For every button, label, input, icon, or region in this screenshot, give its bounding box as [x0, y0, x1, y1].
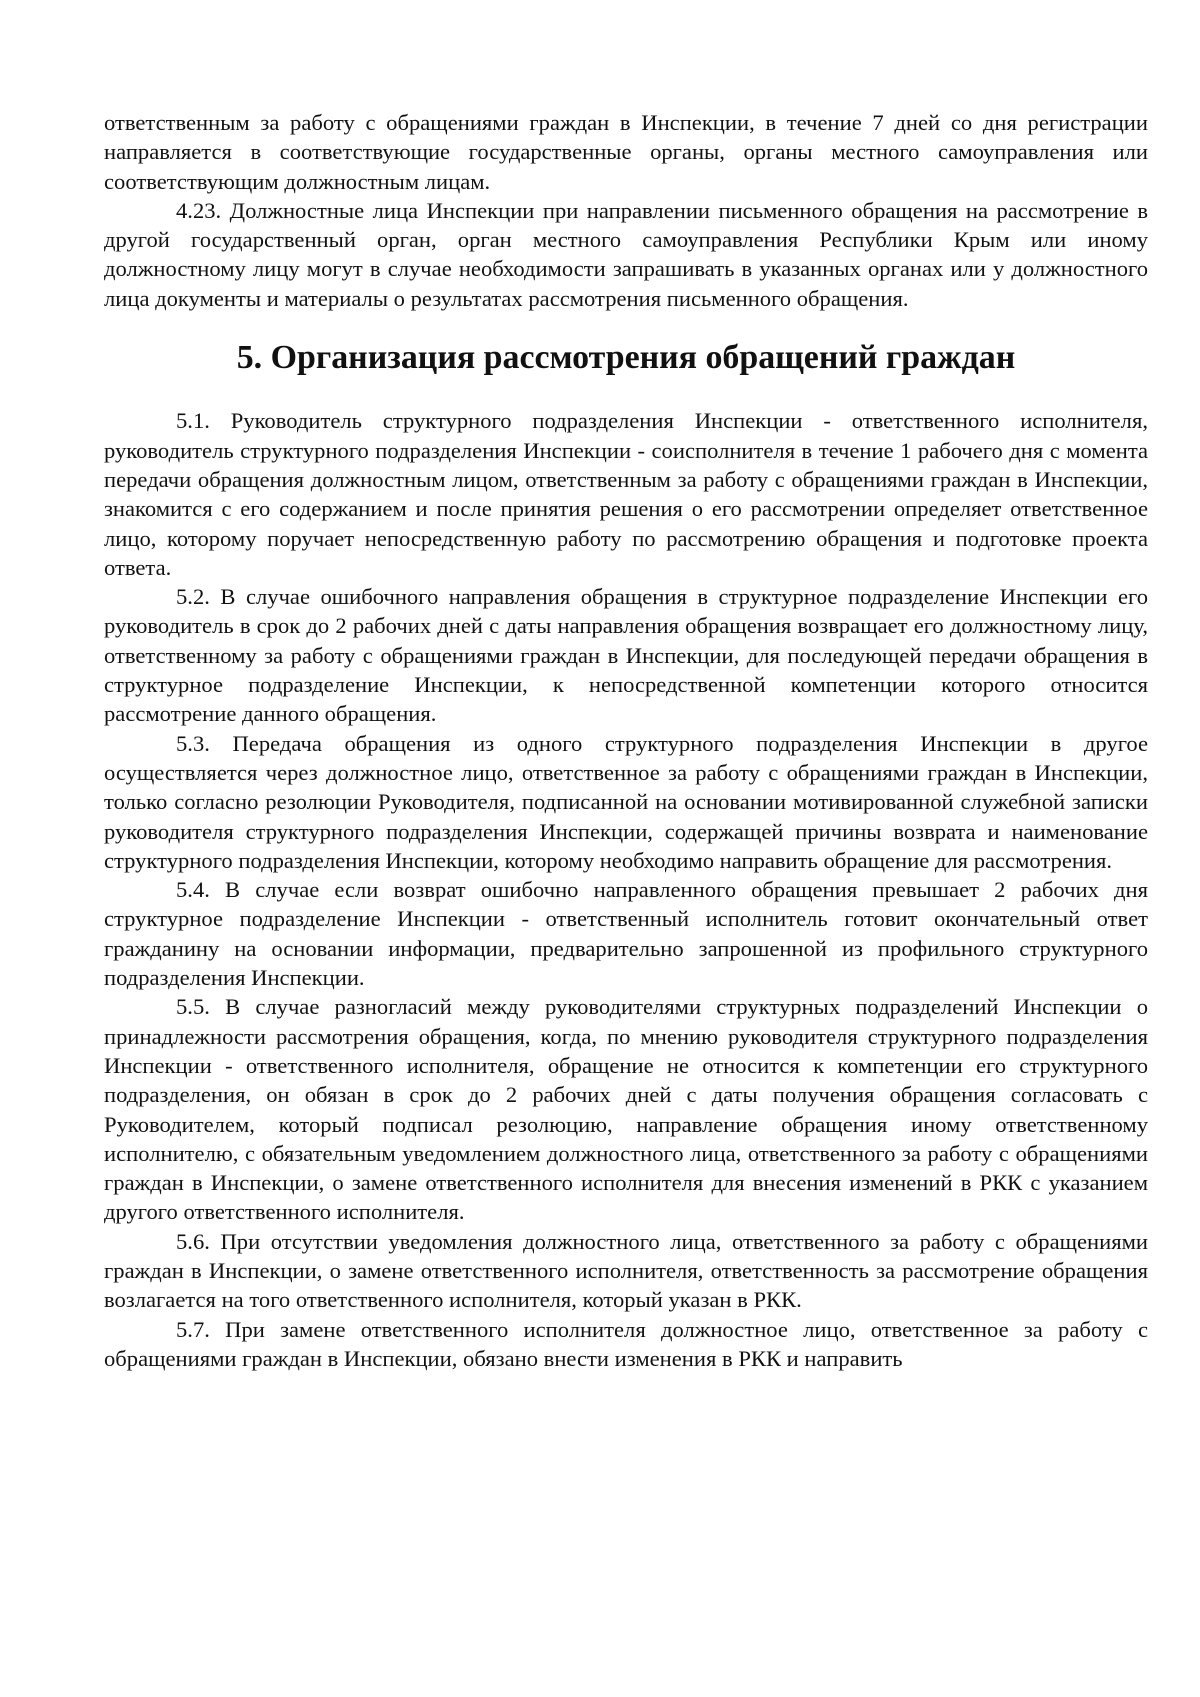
paragraph-5-5: 5.5. В случае разногласий между руководителями структурных подразделений Инспекции о принадлежности рассмотрения обращения, когда, по мнению руководителя структурного подразделения Инспекции - ответственного исполнителя, обращение не относится к компетенции его структурного подразделения, он обязан в срок до 2 рабочих дней с даты получения обращения согласовать с Руководителем, который подписал резолюцию, направление обращения иному ответственному исполнителю, с обязательным уведомлением должностного лица, ответственного за работу с обращениями граждан в Инспекции, о замене ответственного исполнителя для внесения изменений в РКК с указанием другого ответственного исполнителя.: [104, 994, 1148, 1225]
paragraph-5-6: 5.6. При отсутствии уведомления должностного лица, ответственного за работу с обращениями граждан в Инспекции, о замене ответственного исполнителя, ответственность за рассмотрение обращения возлагается на того ответственного исполнителя, который указан в РКК.: [104, 1228, 1148, 1313]
document-body: [104, 108, 1148, 1373]
paragraph-5-4: 5.4. В случае если возврат ошибочно направленного обращения превышает 2 рабочих дня структурное подразделение Инспекции - ответственный исполнитель готовит окончательный ответ гражданину на основании информации, предварительно запрошенной из профильного структурного подразделения Инспекции.: [104, 877, 1148, 991]
paragraph-4-23: 4.23. Должностные лица Инспекции при направлении письменного обращения на рассмотрение в другой государственный орган, орган местного самоуправления Республики Крым или иному должностному лицу могут в случае необходимости запрашивать в указанных органах или у должностного лица документы и материалы о результатах рассмотрения письменного обращения.: [104, 197, 1148, 311]
section-heading: 5. Организация рассмотрения обращений граждан: [236, 339, 1016, 377]
paragraph-5-2: 5.2. В случае ошибочного направления обращения в структурное подразделение Инспекции его руководитель в срок до 2 рабочих дней с даты направления обращения возвращает его должностному лицу, ответственному за работу с обращениями граждан в Инспекции, для последующей передачи обращения в структурное подразделение Инспекции, к непосредственной компетенции которого относится рассмотрение данного обращения.: [104, 584, 1148, 727]
paragraph-5-1: 5.1. Руководитель структурного подразделения Инспекции - ответственного исполнителя, руководитель структурного подразделения Инспекции - соисполнителя в течение 1 рабочего дня с момента передачи обращения должностным лицом, ответственным за работу с обращениями граждан в Инспекции, знакомится с его содержанием и после принятия решения о его рассмотрении определяет ответственное лицо, которому поручает непосредственную работу по рассмотрению обращения и подготовке проекта ответа.: [104, 408, 1148, 580]
paragraph-continuation: ответственным за работу с обращениями граждан в Инспекции, в течение 7 дней со дня регистрации направляется в соответствующие государственные органы, органы местного самоуправления или соответствующим должностным лицам.: [104, 110, 1148, 194]
paragraph-5-3: 5.3. Передача обращения из одного структурного подразделения Инспекции в другое осуществляется через должностное лицо, ответственное за работу с обращениями граждан в Инспекции, только согласно резолюции Руководителя, подписанной на основании мотивированной служебной записки руководителя структурного подразделения Инспекции, содержащей причины возврата и наименование структурного подразделения Инспекции, которому необходимо направить обращение для рассмотрения.: [104, 730, 1148, 873]
paragraph-5-7: 5.7. При замене ответственного исполнителя должностное лицо, ответственное за работу с обращениями граждан в Инспекции, обязано внести изменения в РКК и направить: [104, 1316, 1148, 1371]
